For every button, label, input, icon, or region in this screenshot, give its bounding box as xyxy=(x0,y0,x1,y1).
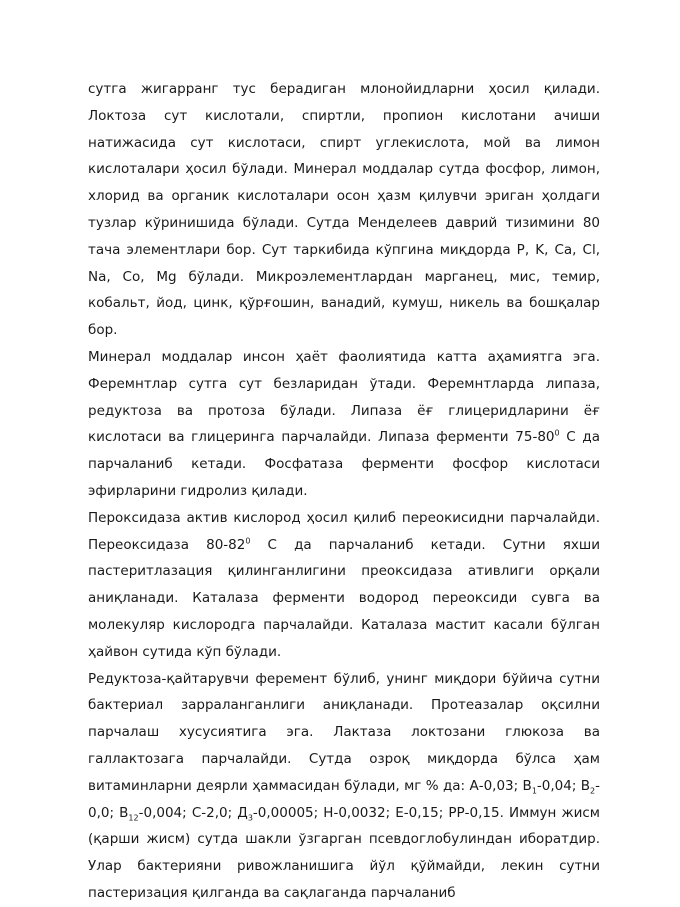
text-span: -0,004; С-2,0; Д xyxy=(138,804,248,821)
text-span: С да парчаланиб кетади. Сутни яхши пастеритлазация қилинганлигини преоксидаза ативлиги орқали аниқланади. Каталаза ферменти водород переоксиди сувга ва молекуляр кислородга парчалайди. Каталаза мастит касали бўлган ҳайвон сутида кўп бўлади. xyxy=(88,536,600,660)
paragraph-peroxidase xyxy=(88,505,600,666)
document-body xyxy=(88,76,600,907)
degree-sup: 0 xyxy=(245,536,251,546)
paragraph-milk-composition: сутга жигарранг тус берадиган млонойидларни ҳосил қилади. Локтоза сут кислотали, спиртли, пропион кислотани ачиши натижасида сут кислотаси, спирт углекислота, мой ва лимон кислоталари ҳосил бўлади. Минерал моддалар сутда фосфор, лимон, хлорид ва органик кислоталари осон ҳазм қилувчи эриган ҳолдаги тузлар кўринишида бўлади. Сутда Менделеев даврий тизимини 80 тача элементлари бор. Сут таркибида кўпгина миқдорда P, K, Ca, Cl, Na, Co, Mg бўлади. Микроэлементлардан марганец, мис, темир, кобальт, йод, цинк, қўрғошин, ванадий, кумуш, никель ва бошқалар бор. xyxy=(88,81,600,339)
text-span: Минерал моддалар инсон ҳаёт фаолиятида катта аҳамиятга эга. Феремнтлар сутга сут безларидан ўтади. Феремнтларда липаза, редуктоза ва протоза бўлади. Липаза ёғ глицеридларини ёғ кислотаси ва глицеринга парчалайди. Липаза ферменти 75-80 xyxy=(88,348,600,446)
paragraph-reductase-vitamins xyxy=(88,666,600,907)
text-span: -0,04; В xyxy=(536,777,591,794)
subscript: 3 xyxy=(247,813,253,823)
degree-sup: 0 xyxy=(554,428,560,438)
text-span: Редуктоза-қайтарувчи феремент бўлиб, унинг миқдори бўйича сутни бактериал зарраланганлиги аниқланади. Протеазалар оқсилни парчалаш хусусиятига эга. Лактаза локтозани глюкоза ва галлактозага парчалайди. Сутда озроқ миқдорда бўлса ҳам витаминларни деярли ҳаммасидан бўлади, мг % да: А-0,03; В xyxy=(88,670,600,794)
subscript: 2 xyxy=(590,786,596,796)
text-span: С да парчаланиб кетади. Фосфатаза ферменти фосфор кислотаси эфирларини гидролиз қилади. xyxy=(88,429,600,499)
text-span: Пероксидаза актив кислород ҳосил қилиб переокисидни парчалайди. Переоксидаза 80-82 xyxy=(88,509,600,553)
subscript: 1 xyxy=(531,786,537,796)
text-span: -0,00005; Н-0,0032; Е-0,15; РР-0,15. Иммун жисм (қарши жисм) сутда шакли ўзгарган псевдоглобулиндан иборатдир. Улар бактерияни ривожланишига йўл қўймайди, лекин сутни пастеризация қилганда ва сақлаганда парчаланиб xyxy=(88,804,600,901)
subscript: 12 xyxy=(128,813,139,823)
text-span: -0,0; В xyxy=(88,777,601,821)
paragraph-minerals-enzymes xyxy=(88,344,600,505)
